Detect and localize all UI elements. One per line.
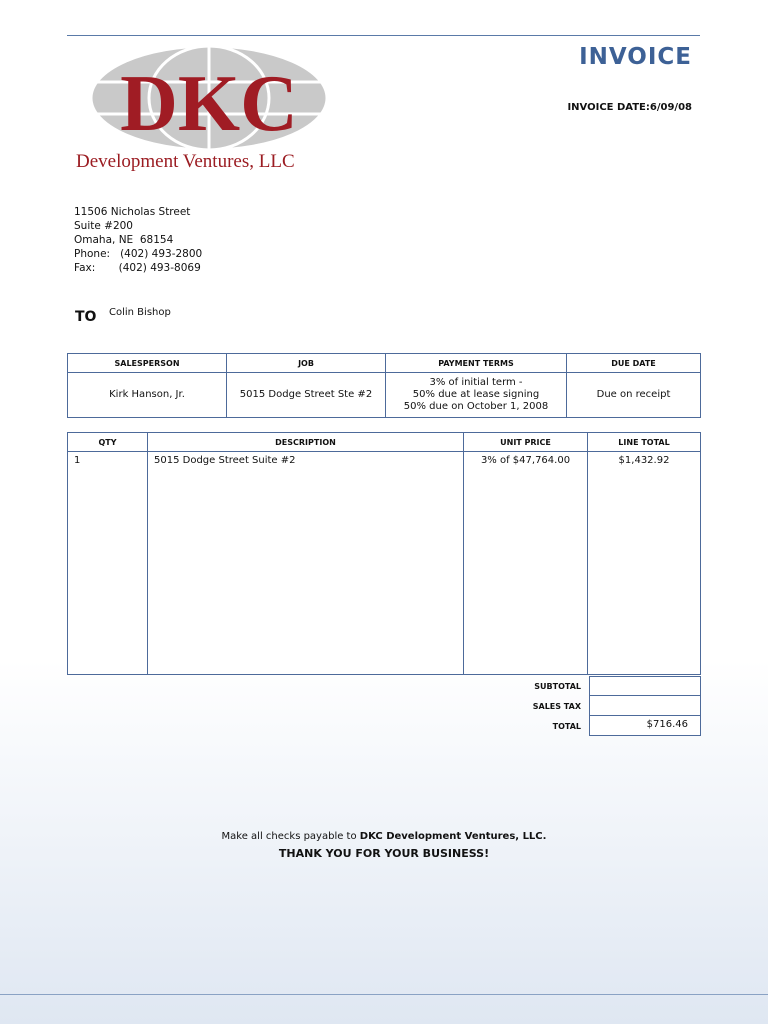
job-value: 5015 Dodge Street Ste #2 — [227, 373, 386, 418]
address-street: 11506 Nicholas Street — [74, 206, 191, 218]
sales-tax-value — [589, 696, 701, 716]
address-suite: Suite #200 — [74, 220, 133, 232]
header-payment-terms: PAYMENT TERMS — [386, 354, 567, 373]
line-items-table — [67, 432, 701, 675]
salesperson-value: Kirk Hanson, Jr. — [68, 373, 227, 418]
subtotal-row — [481, 676, 701, 696]
subtotal-value — [589, 676, 701, 696]
header-description: DESCRIPTION — [148, 433, 464, 452]
header-due-date: DUE DATE — [567, 354, 701, 373]
company-address — [74, 205, 202, 275]
totals-block — [481, 676, 701, 736]
address-city: Omaha, NE 68154 — [74, 234, 174, 246]
item-qty: 1 — [68, 452, 148, 675]
due-date-value: Due on receipt — [567, 373, 701, 418]
payment-instructions: Make all checks payable to DKC Development Ventures, LLC. — [221, 831, 547, 842]
company-logo — [74, 42, 354, 174]
header-qty: QTY — [68, 433, 148, 452]
item-unit-price: 3% of $47,764.00 — [464, 452, 588, 675]
total-label: TOTAL — [552, 721, 581, 731]
recipient-name: Colin Bishop — [109, 307, 171, 318]
total-row — [481, 716, 701, 736]
item-line-total: $1,432.92 — [588, 452, 701, 675]
payee-company: DKC Development Ventures, LLC. — [359, 831, 547, 842]
invoice-date: INVOICE DATE:6/09/08 — [567, 102, 692, 113]
logo-letters: DKC — [120, 60, 298, 148]
top-rule — [67, 35, 700, 36]
address-phone: Phone: (402) 493-2800 — [74, 248, 203, 260]
header-line-total: LINE TOTAL — [588, 433, 701, 452]
table-row — [68, 452, 701, 675]
header-job: JOB — [227, 354, 386, 373]
payment-terms-value: 3% of initial term - 50% due at lease signing 50% due on October 1, 2008 — [386, 373, 567, 418]
sales-tax-label: SALES TAX — [532, 701, 581, 711]
header-salesperson: SALESPERSON — [68, 354, 227, 373]
total-value: $716.46 — [589, 716, 701, 736]
bottom-rule — [0, 994, 768, 995]
invoice-title: INVOICE — [579, 44, 692, 70]
address-fax: Fax: (402) 493-8069 — [74, 262, 201, 274]
order-info-table — [67, 353, 701, 418]
subtotal-label: SUBTOTAL — [534, 681, 581, 691]
sales-tax-row — [481, 696, 701, 716]
logo-company-name: Development Ventures, LLC — [76, 151, 295, 172]
thank-you-note: THANK YOU FOR YOUR BUSINESS! — [278, 847, 490, 860]
header-unit-price: UNIT PRICE — [464, 433, 588, 452]
item-description: 5015 Dodge Street Suite #2 — [148, 452, 464, 675]
to-label: TO — [75, 309, 97, 325]
